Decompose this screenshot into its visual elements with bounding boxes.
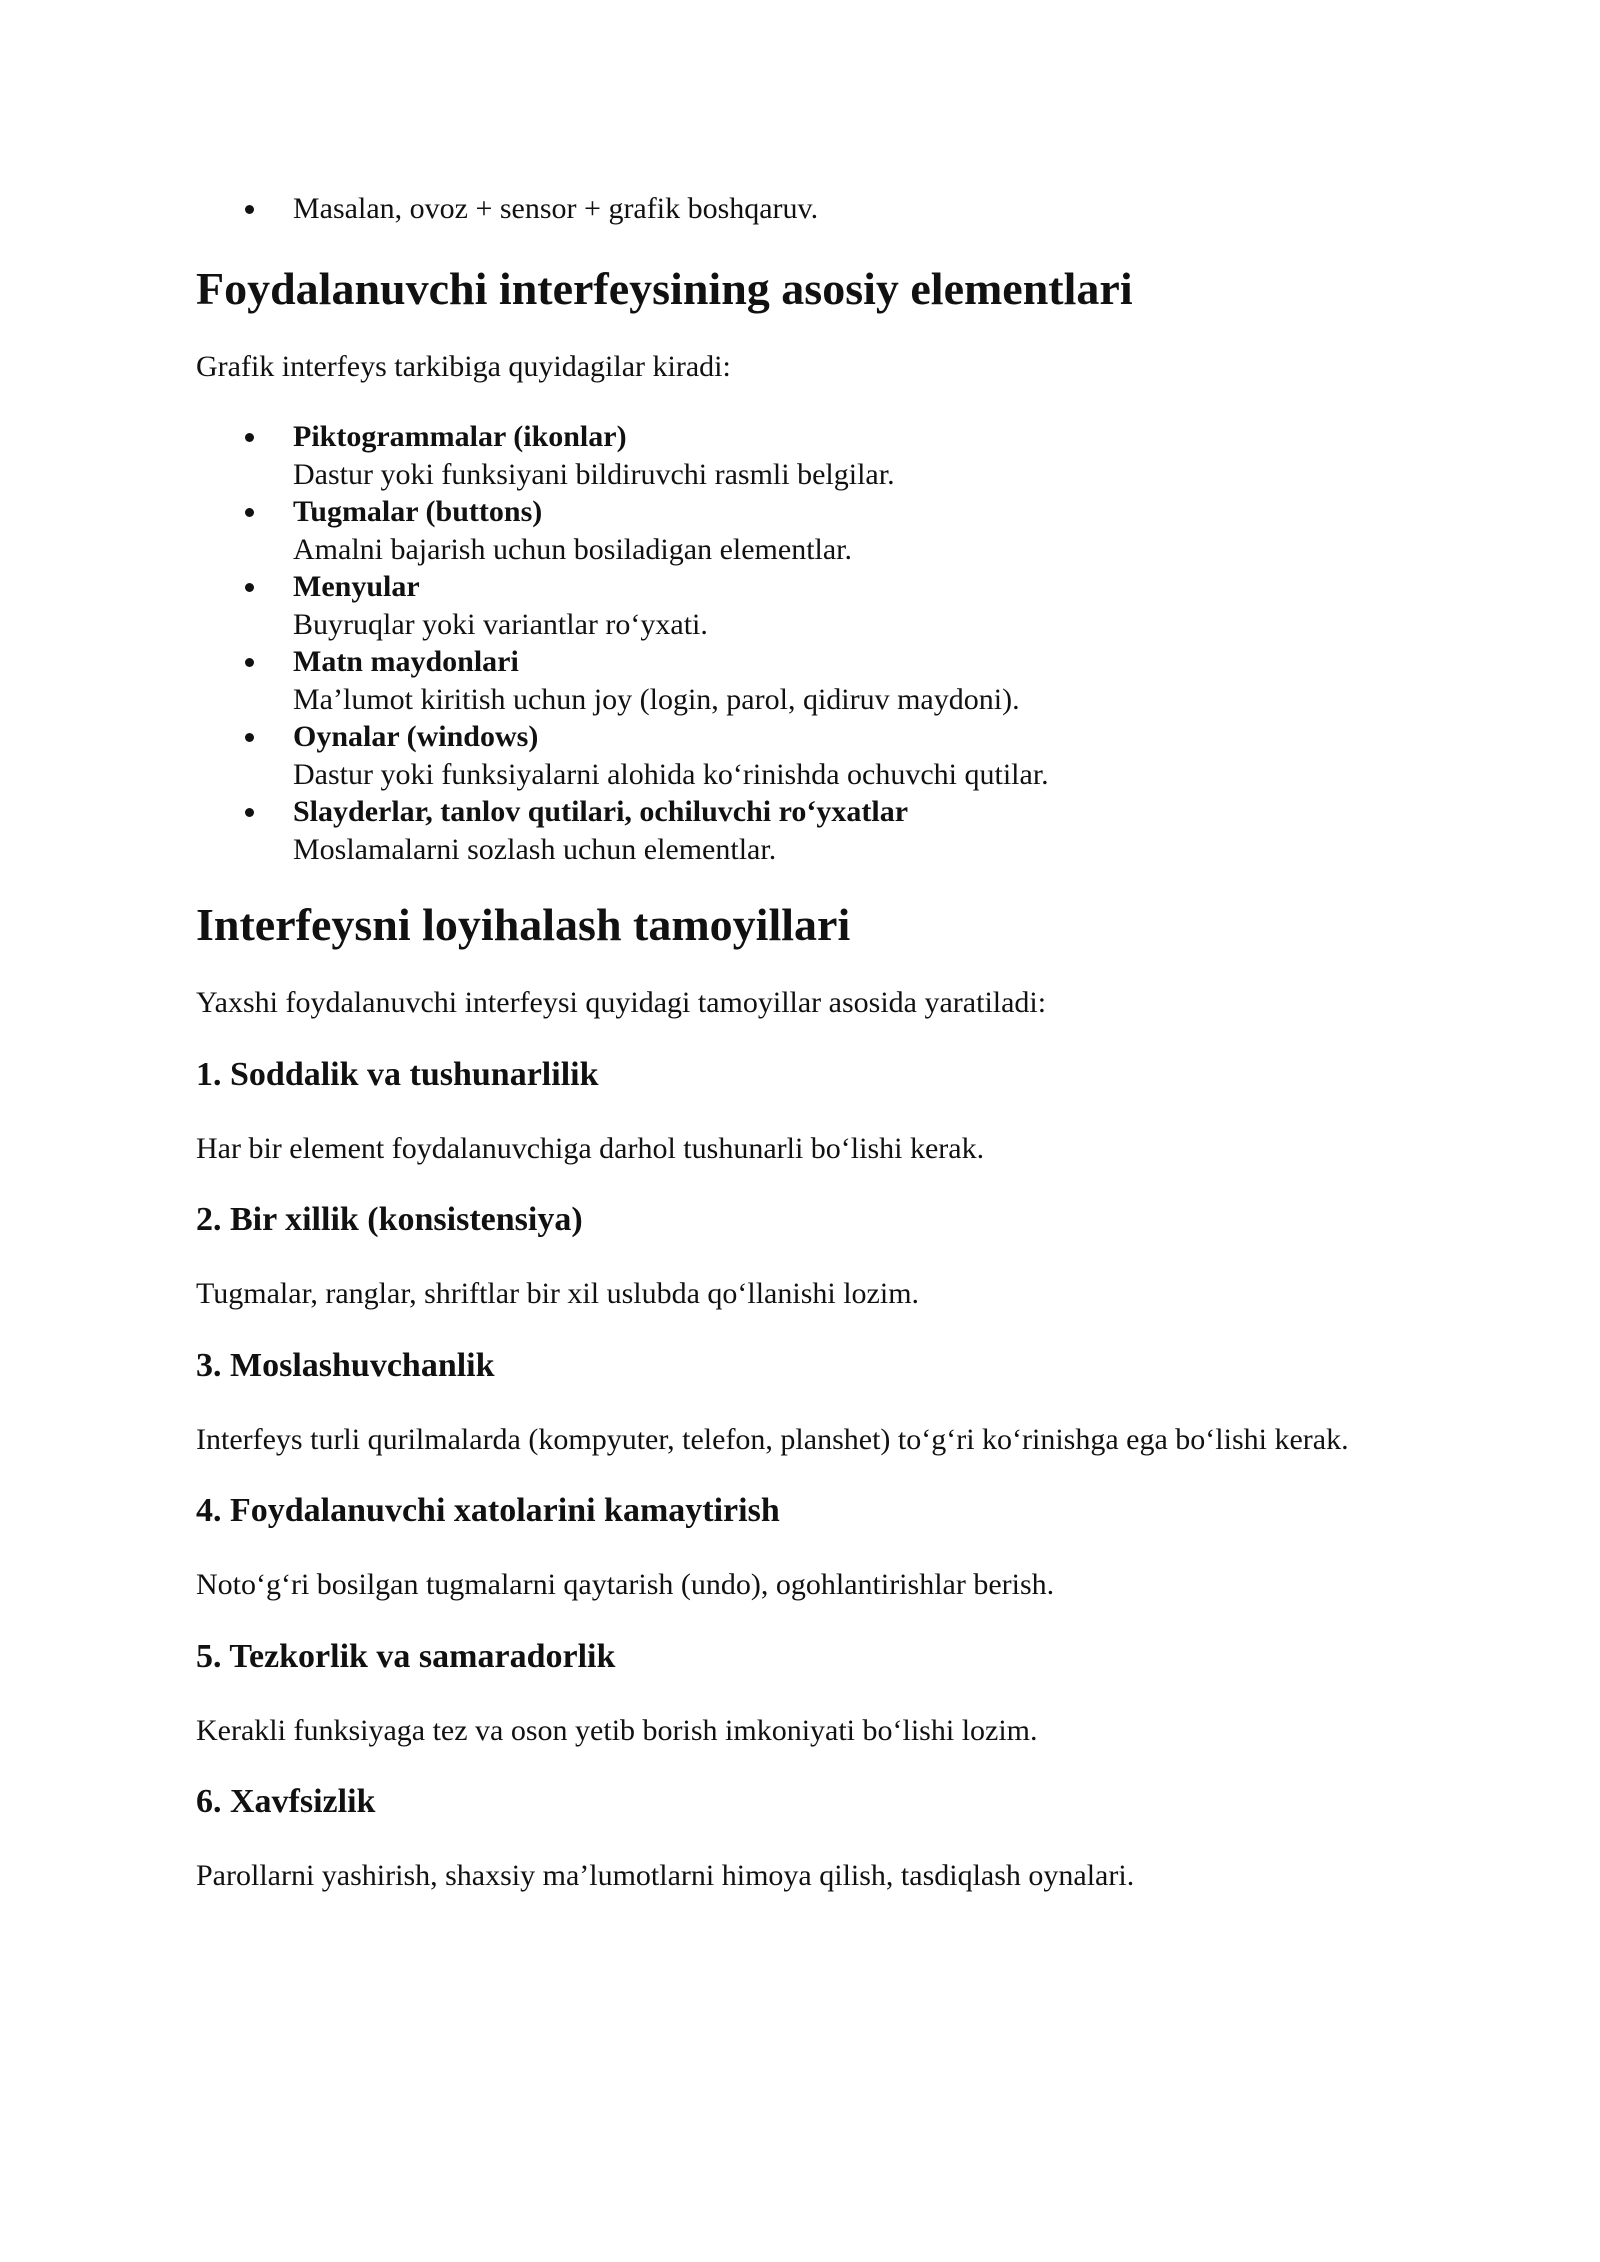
list-item-text: Masalan, ovoz + sensor + grafik boshqaruv. xyxy=(293,192,819,225)
list-item-term: Matn maydonlari xyxy=(293,645,519,678)
bullet-icon xyxy=(245,433,254,442)
principle-title: 3. Moslashuvchanlik xyxy=(196,1346,495,1384)
principle-text: Interfeys turli qurilmalarda (kompyuter, telefon, planshet) to‘g‘ri ko‘rinishga ega bo‘lishi kerak. xyxy=(196,1422,1349,1456)
list-item xyxy=(196,793,1416,868)
section-heading-principles: Interfeysni loyihalash tamoyillari xyxy=(196,899,851,950)
elements-bullet-list xyxy=(196,418,1416,868)
bullet-icon xyxy=(245,508,254,517)
principle-title: 4. Foydalanuvchi xatolarini kamaytirish xyxy=(196,1492,780,1529)
list-item-desc: Amalni bajarish uchun bosiladigan elementlar. xyxy=(293,532,853,566)
bullet-icon xyxy=(245,583,254,592)
principle-block xyxy=(196,1345,1416,1459)
list-item-desc: Moslamalarni sozlash uchun elementlar. xyxy=(293,832,777,866)
list-item xyxy=(196,568,1416,643)
list-item xyxy=(196,643,1416,718)
principle-block xyxy=(196,1636,1416,1750)
principle-title: 5. Tezkorlik va samaradorlik xyxy=(196,1637,616,1675)
section-intro-principles: Yaxshi foydalanuvchi interfeysi quyidagi tamoyillar asosida yaratiladi: xyxy=(196,986,1047,1019)
principle-text: Har bir element foydalanuvchiga darhol tushunarli bo‘lishi kerak. xyxy=(196,1131,985,1165)
intro-bullet-list xyxy=(196,190,1416,228)
list-item-desc: Buyruqlar yoki variantlar ro‘yxati. xyxy=(293,607,708,641)
list-item-term: Oynalar (windows) xyxy=(293,720,539,753)
list-item-term: Menyular xyxy=(293,570,420,603)
bullet-icon xyxy=(245,808,254,817)
list-item xyxy=(196,718,1416,793)
list-item-term: Tugmalar (buttons) xyxy=(293,495,543,528)
principle-block xyxy=(196,1781,1416,1895)
list-item-desc: Dastur yoki funksiyalarni alohida ko‘rinishda ochuvchi qutilar. xyxy=(293,757,1049,791)
list-item-desc: Ma’lumot kiritish uchun joy (login, parol, qidiruv maydoni). xyxy=(293,682,1020,716)
principle-text: Noto‘g‘ri bosilgan tugmalarni qaytarish (undo), ogohlantirishlar berish. xyxy=(196,1568,1055,1601)
list-item-term: Slayderlar, tanlov qutilari, ochiluvchi ro‘yxatlar xyxy=(293,795,909,828)
bullet-icon xyxy=(245,658,254,667)
bullet-icon xyxy=(245,733,254,742)
list-item-desc: Dastur yoki funksiyani bildiruvchi rasmli belgilar. xyxy=(293,457,895,491)
principle-title: 2. Bir xillik (konsistensiya) xyxy=(196,1201,583,1238)
principle-block xyxy=(196,1054,1416,1168)
principle-text: Tugmalar, ranglar, shriftlar bir xil uslubda qo‘llanishi lozim. xyxy=(196,1277,920,1310)
document-page xyxy=(196,190,1416,1895)
principle-text: Parollarni yashirish, shaxsiy ma’lumotlarni himoya qilish, tasdiqlash oynalari. xyxy=(196,1859,1135,1892)
section-heading-elements: Foydalanuvchi interfeysining asosiy elementlari xyxy=(196,262,1133,314)
list-item xyxy=(196,493,1416,568)
section-intro-elements: Grafik interfeys tarkibiga quyidagilar kiradi: xyxy=(196,349,731,383)
list-item xyxy=(196,418,1416,493)
principle-title: 6. Xavfsizlik xyxy=(196,1783,376,1820)
list-item-term: Piktogrammalar (ikonlar) xyxy=(293,420,627,453)
bullet-icon xyxy=(245,205,254,214)
principle-block xyxy=(196,1490,1416,1604)
list-item xyxy=(196,190,1416,228)
principle-block xyxy=(196,1199,1416,1313)
principle-title: 1. Soddalik va tushunarlilik xyxy=(196,1055,599,1093)
principle-text: Kerakli funksiyaga tez va oson yetib borish imkoniyati bo‘lishi lozim. xyxy=(196,1713,1038,1747)
